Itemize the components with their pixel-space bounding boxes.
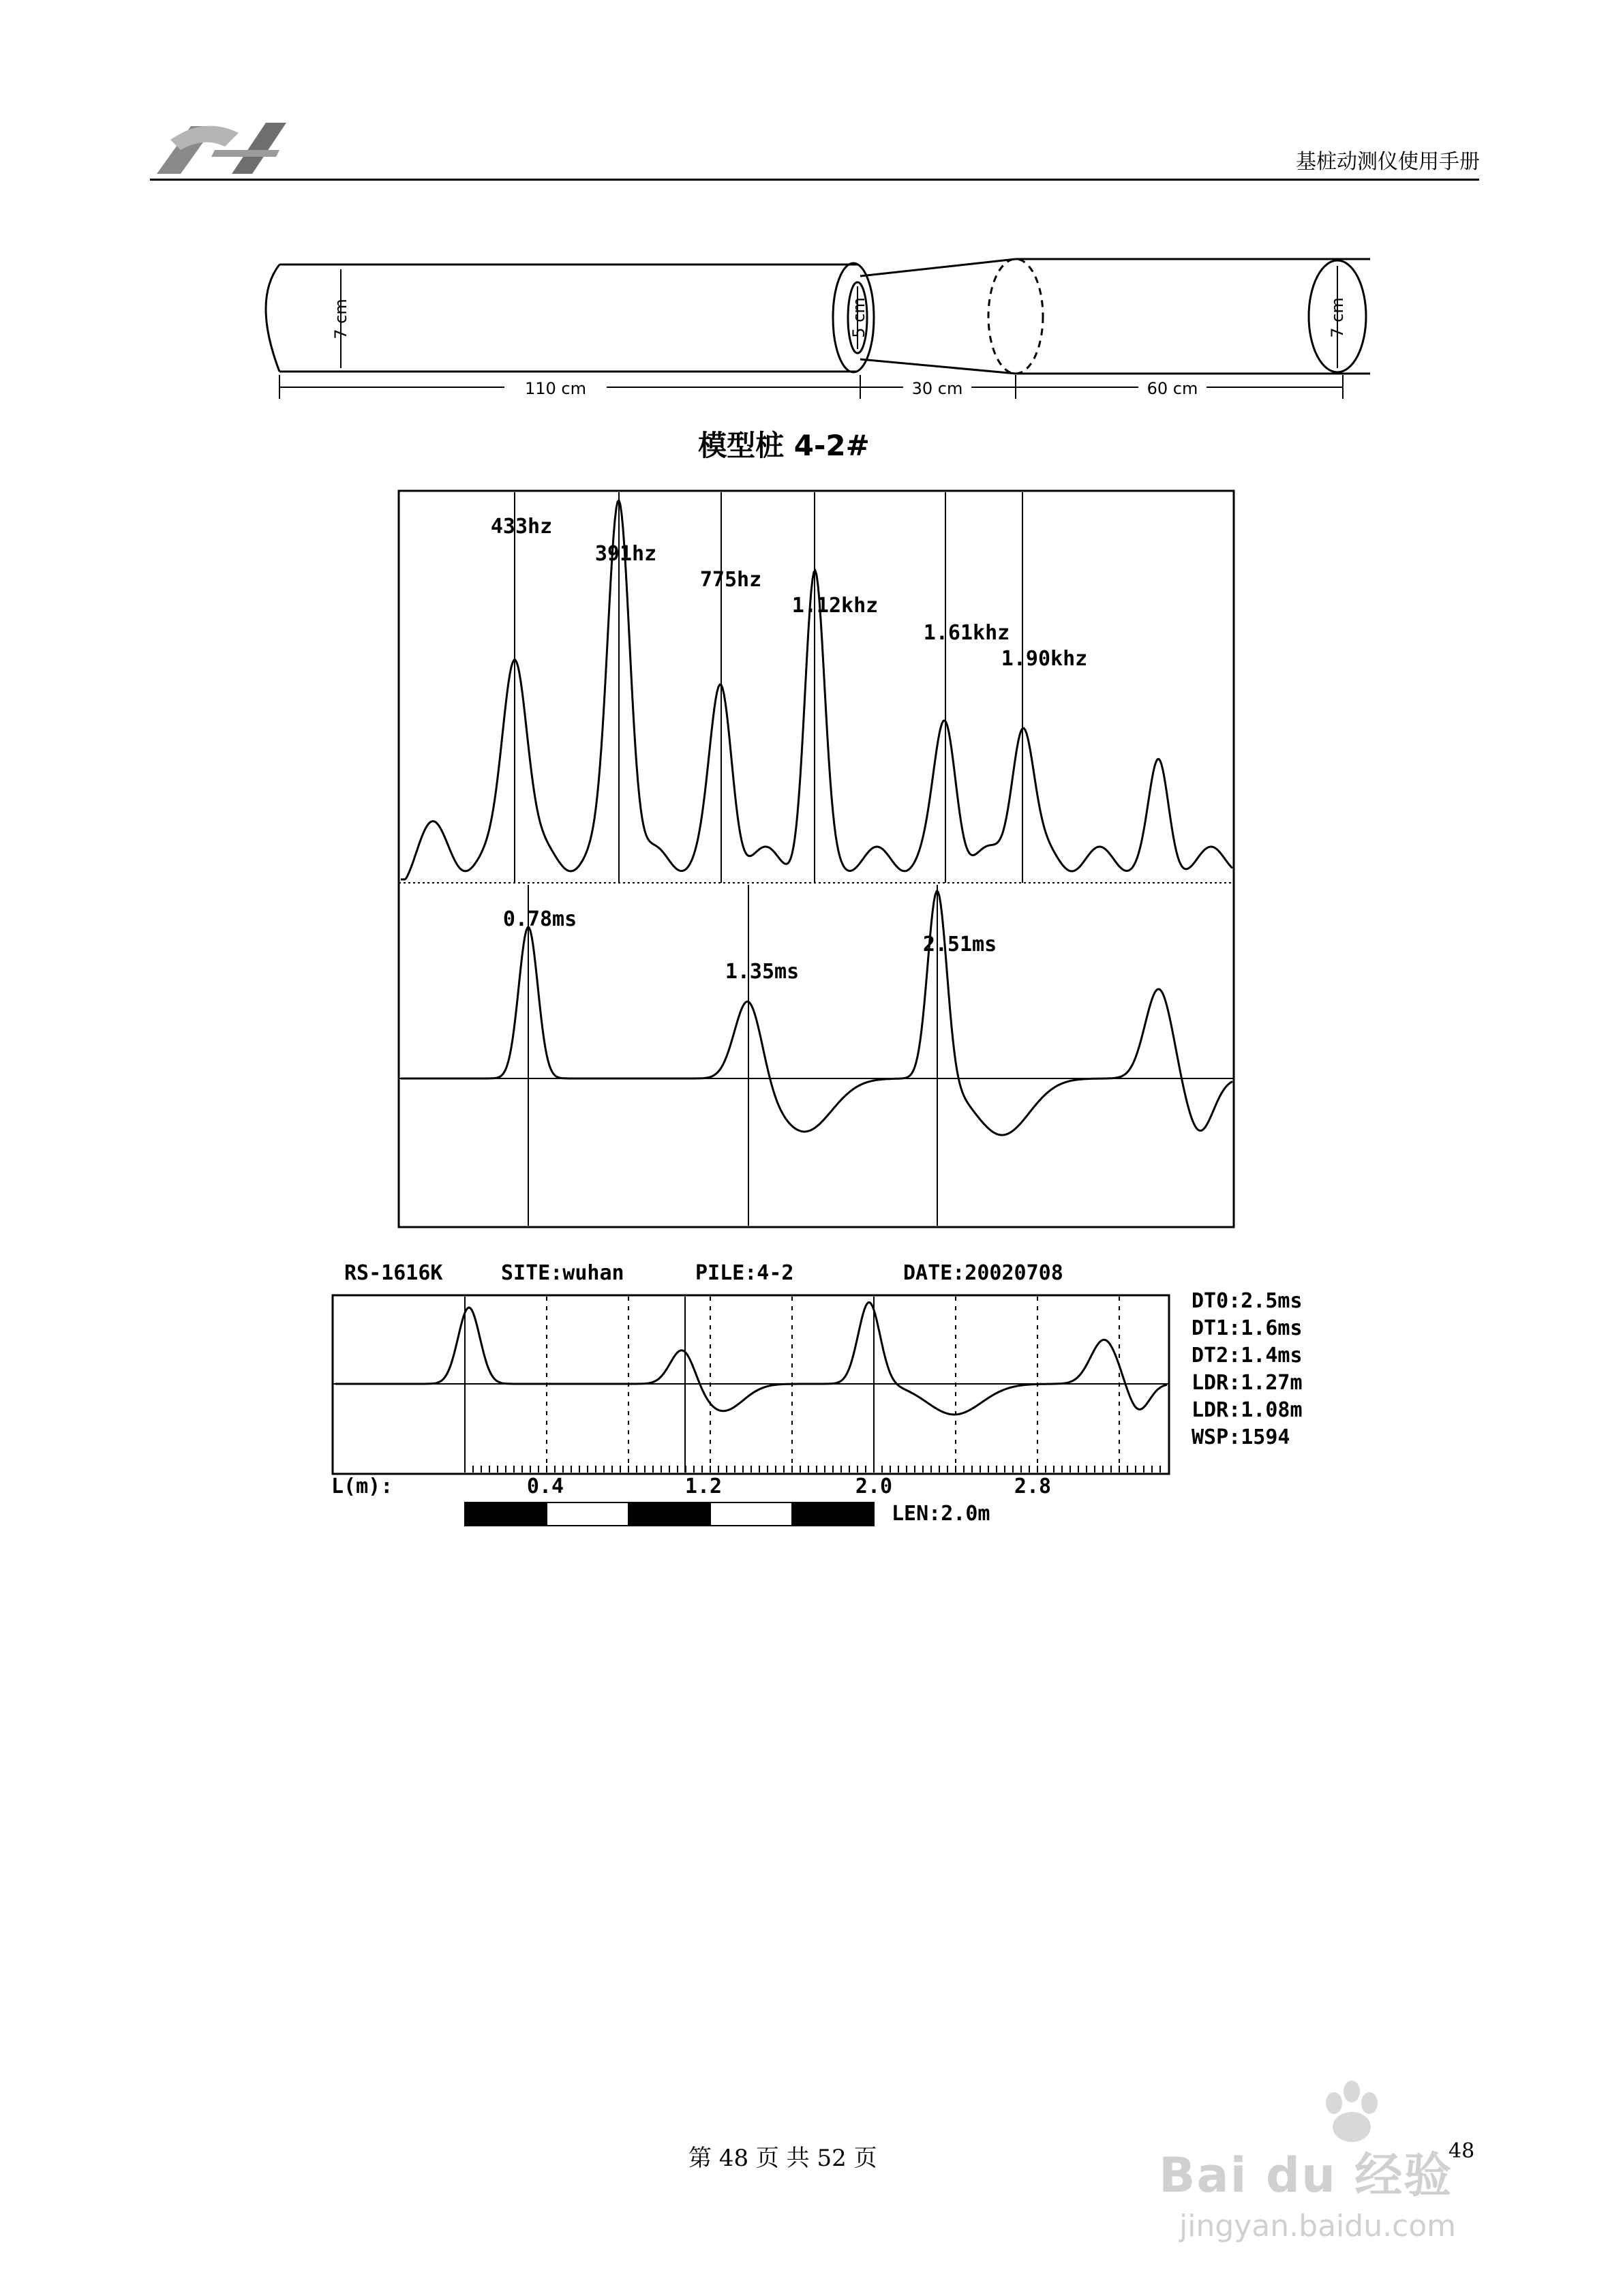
taper-length-label: 30 cm [911, 379, 963, 398]
peak-label-1-61khz: 1.61khz [923, 621, 1010, 645]
right-diameter-label: 7 cm [1328, 297, 1347, 338]
param-dt0: DT0:2.5ms [1192, 1289, 1303, 1313]
instrument-model: RS-1616K [344, 1261, 443, 1285]
param-ldr-2: LDR:1.08m [1192, 1398, 1303, 1422]
tick-label-2-0: 2.0 [855, 1475, 893, 1498]
peak-label-775hz: 775hz [699, 568, 762, 592]
param-wsp: WSP:1594 [1192, 1425, 1290, 1449]
watermark-brand: Bai du 经验 [1159, 2147, 1453, 2203]
pile-caption: 模型桩 4-2# [698, 429, 870, 462]
param-dt1: DT1:1.6ms [1192, 1316, 1303, 1340]
axis-label: L(m): [331, 1475, 393, 1498]
pile-label: PILE:4-2 [695, 1261, 794, 1285]
peak-label-0-78ms: 0.78ms [502, 907, 577, 931]
param-ldr-1: LDR:1.27m [1192, 1371, 1303, 1395]
tick-label-2-8: 2.8 [1014, 1475, 1052, 1498]
neck-diameter-label: 5 cm [849, 297, 868, 338]
record-panel [331, 1261, 1303, 1526]
spectrum-panel [399, 491, 1234, 1227]
tick-label-1-2: 1.2 [684, 1475, 723, 1498]
length-label: LEN:2.0m [892, 1502, 990, 1526]
date-label: DATE:20020708 [903, 1261, 1063, 1285]
frequency-spectrum-curve [401, 500, 1232, 879]
baidu-watermark [1159, 2072, 1541, 2256]
peak-label-1-35ms: 1.35ms [725, 960, 800, 984]
param-dt2: DT2:1.4ms [1192, 1344, 1303, 1368]
peak-label-391hz: 391hz [594, 542, 657, 566]
left-length-label: 110 cm [524, 379, 587, 398]
scale-bar [465, 1502, 874, 1526]
left-diameter-label: 7 cm [331, 299, 350, 339]
peak-label-1-12khz: 1.12khz [791, 594, 879, 618]
site-label: SITE:wuhan [501, 1261, 624, 1285]
right-length-label: 60 cm [1147, 379, 1198, 398]
reflected-wave-curve [335, 1303, 1167, 1415]
peak-label-433hz: 433hz [490, 515, 553, 539]
manual-title: 基桩动测仪使用手册 [1296, 150, 1480, 174]
page-number: 48 [1448, 2139, 1475, 2163]
peak-label-2-51ms: 2.51ms [922, 933, 997, 956]
tick-label-0-4: 0.4 [526, 1475, 564, 1498]
page-indicator: 第 48 页 共 52 页 [688, 2145, 877, 2172]
peak-label-1-90khz: 1.90khz [1001, 647, 1088, 671]
watermark-url: jingyan.baidu.com [1179, 2209, 1457, 2244]
